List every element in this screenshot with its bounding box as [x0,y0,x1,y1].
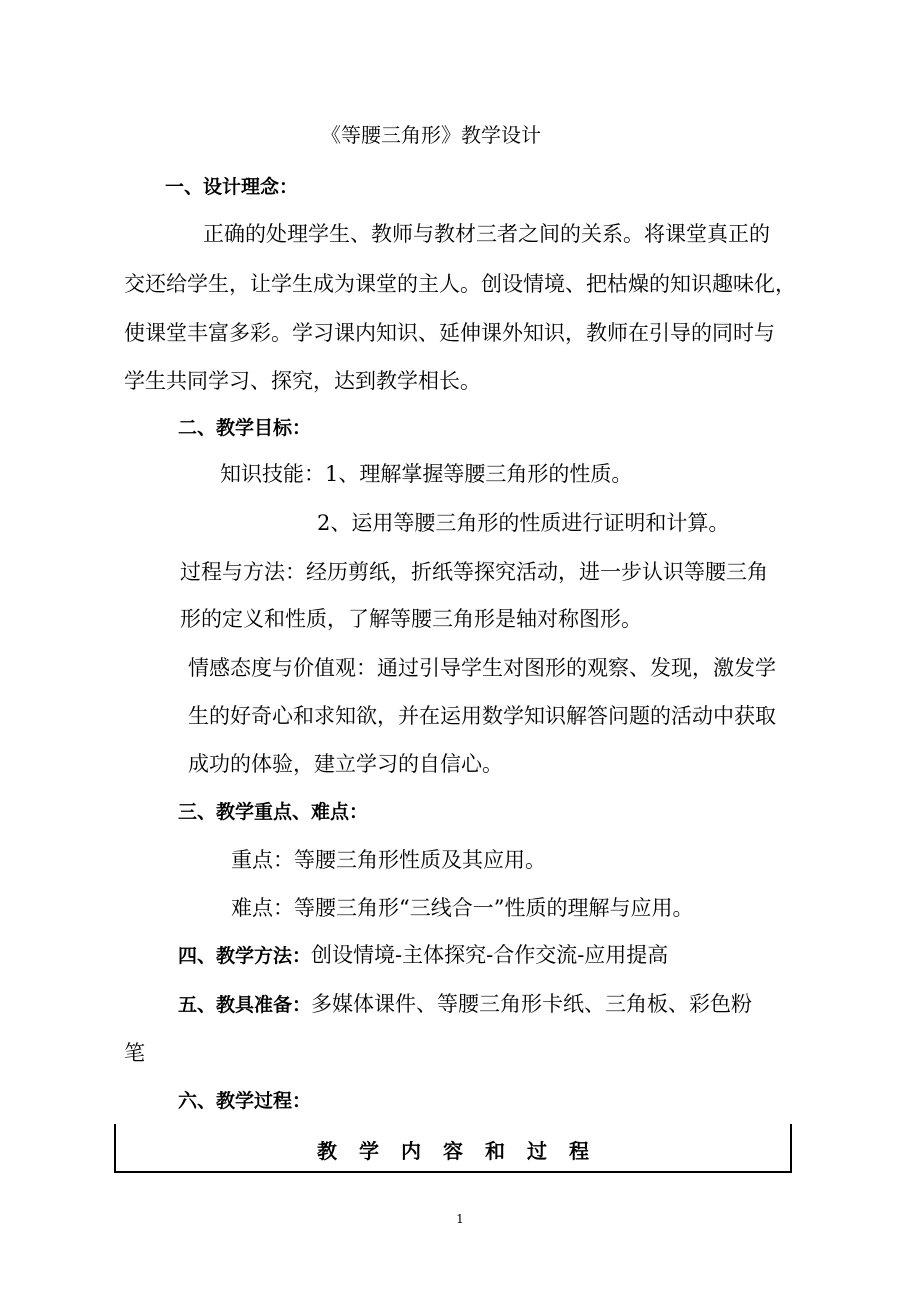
section-heading-key-points: 三、教学重点、难点： [178,801,369,823]
goal-process-line: 形的定义和性质，了解等腰三角形是轴对称图形。 [180,607,642,631]
goal-knowledge-1: 知识技能：1、理解掌握等腰三角形的性质。 [220,462,633,486]
teaching-tools [178,990,752,1019]
section-heading-design-concept: 一、设计理念： [165,176,299,198]
section-heading-teaching-process: 六、教学过程： [178,1090,312,1112]
section-heading-teaching-tools: 五、教具准备： [178,994,312,1016]
paragraph-line: 使课堂丰富多彩。学习课内知识、延伸课外知识，教师在引导的同时与 [124,321,775,345]
teaching-methods [178,941,668,970]
teaching-tools-text: 多媒体课件、等腰三角形卡纸、三角板、彩色粉 [311,992,753,1016]
table-header: 教学内容和过程 [317,1139,611,1163]
document-title: 《等腰三角形》教学设计 [321,123,541,147]
goal-knowledge-2: 2、运用等腰三角形的性质进行证明和计算。 [317,511,730,535]
paragraph-line: 交还给学生，让学生成为课堂的主人。创设情境、把枯燥的知识趣味化， [124,272,796,296]
difficulty-point: 难点：等腰三角形“三线合一”性质的理解与应用。 [231,896,694,920]
goal-emotion-line: 情感态度与价值观：通过引导学生对图形的观察、发现，激发学 [188,656,776,680]
key-point: 重点：等腰三角形性质及其应用。 [231,848,546,872]
goal-emotion-line: 生的好奇心和求知欲，并在运用数学知识解答问题的活动中获取 [188,704,776,728]
paragraph-line: 正确的处理学生、教师与教材三者之间的关系。将课堂真正的 [203,222,770,246]
section-heading-teaching-methods: 四、教学方法： [178,945,312,967]
teaching-tools-continuation: 笔 [124,1041,145,1065]
goal-process-line: 过程与方法：经历剪纸，折纸等探究活动，进一步认识等腰三角 [180,560,768,584]
page-number: 1 [456,1212,464,1226]
teaching-methods-text: 创设情境-主体探究-合作交流-应用提高 [311,943,669,967]
process-table [114,1124,792,1173]
section-heading-teaching-goals: 二、教学目标： [178,417,312,439]
goal-emotion-line: 成功的体验，建立学习的自信心。 [188,752,503,776]
paragraph-line: 学生共同学习、探究，达到教学相长。 [124,369,481,393]
